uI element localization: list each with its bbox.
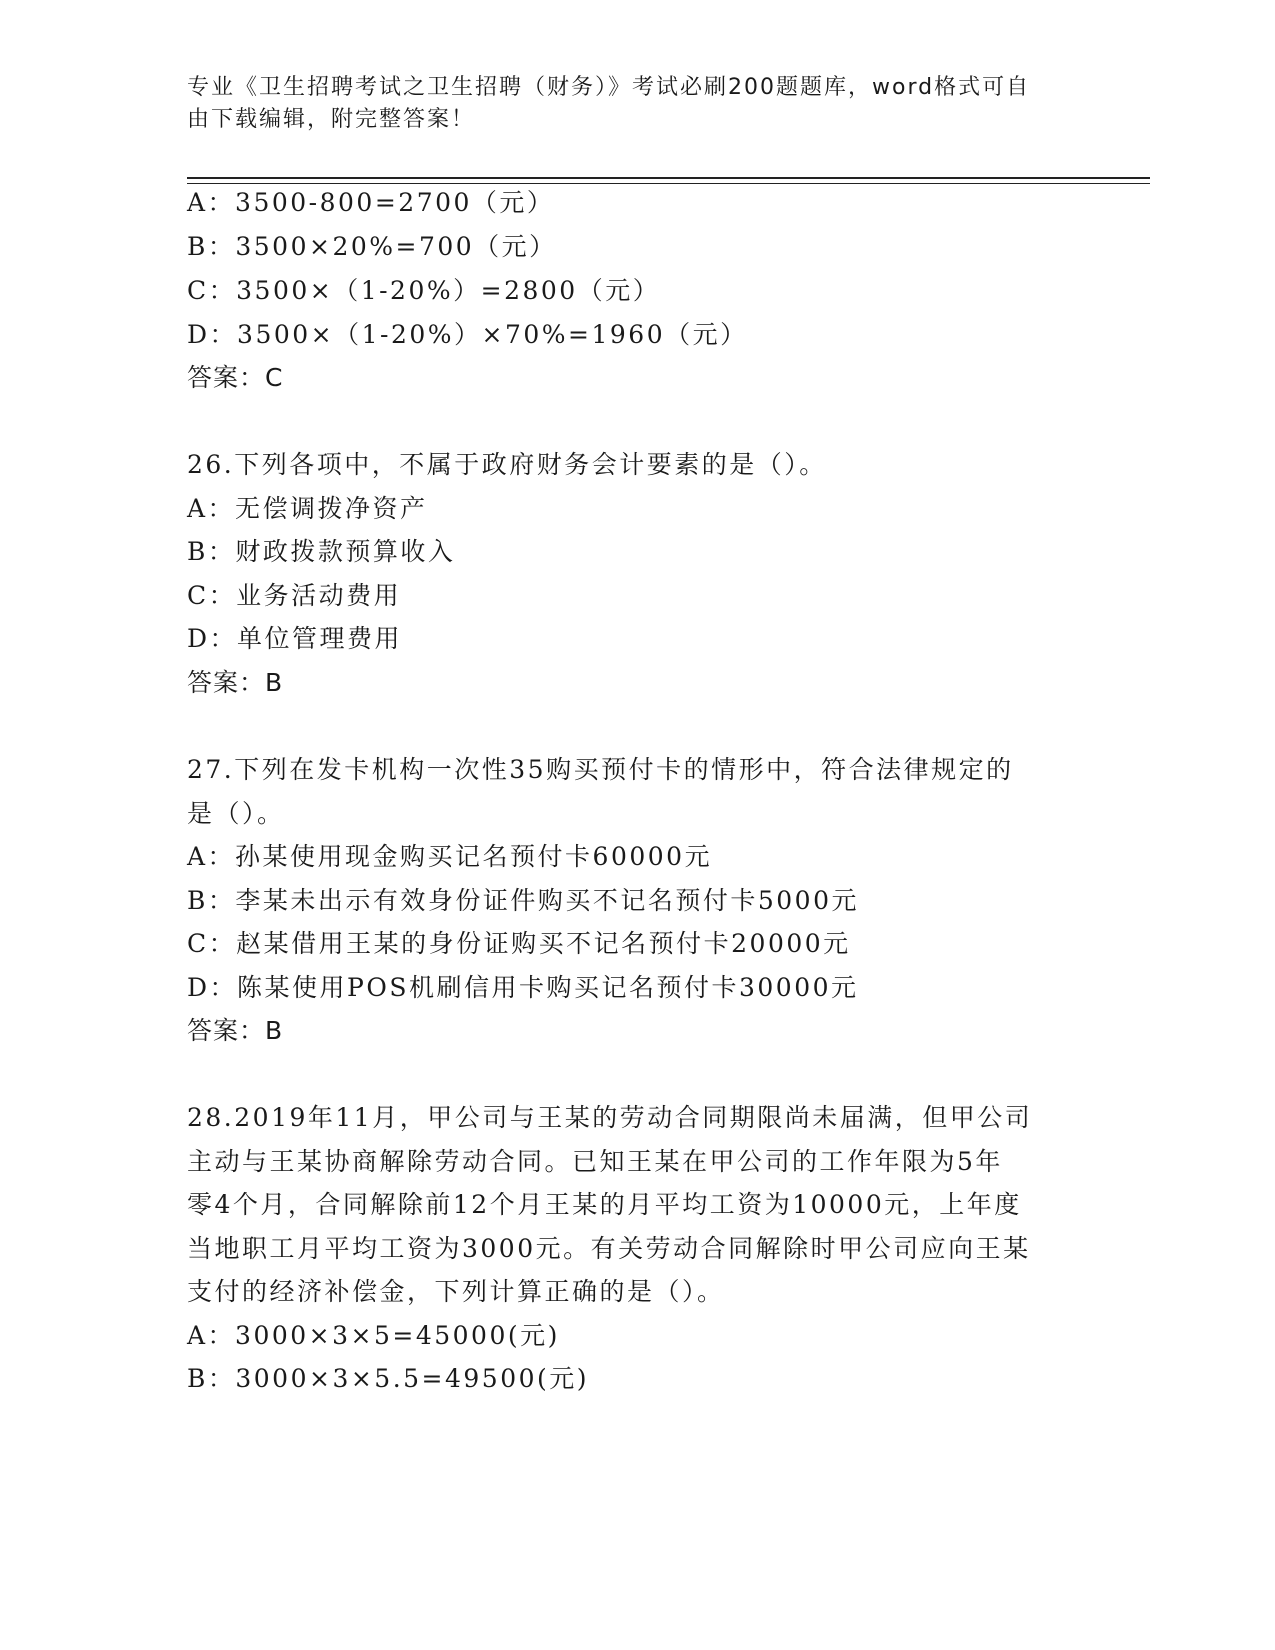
q28-stem-line-1: 28.2019年11月，甲公司与王某的劳动合同期限尚未届满，但甲公司	[187, 1103, 1033, 1132]
q27-option-a: A：孙某使用现金购买记名预付卡60000元	[187, 842, 713, 871]
q27-stem-line-2: 是（）。	[187, 799, 285, 828]
q26-answer: 答案：B	[187, 668, 284, 697]
header-divider-thick	[187, 177, 1150, 179]
q27-stem-line-1: 27.下列在发卡机构一次性35购买预付卡的情形中，符合法律规定的	[187, 755, 1014, 784]
q25-answer: 答案：C	[187, 363, 284, 392]
q28-stem-line-5: 支付的经济补偿金，下列计算正确的是（）。	[187, 1277, 725, 1306]
q27-answer: 答案：B	[187, 1016, 284, 1045]
q28-stem-line-2: 主动与王某协商解除劳动合同。已知王某在甲公司的工作年限为5年	[187, 1147, 1003, 1176]
q28-option-b: B：3000×3×5.5=49500(元)	[187, 1364, 590, 1393]
q27-option-d: D：陈某使用POS机刷信用卡购买记名预付卡30000元	[187, 973, 859, 1002]
q28-stem-line-4: 当地职工月平均工资为3000元。有关劳动合同解除时甲公司应向王某	[187, 1234, 1031, 1263]
header-line-1: 专业《卫生招聘考试之卫生招聘（财务）》考试必刷200题题库，word格式可自	[187, 75, 1031, 100]
q25-option-d: D：3500×（1-20%）×70%=1960（元）	[187, 320, 748, 349]
q28-stem-line-3: 零4个月，合同解除前12个月王某的月平均工资为10000元，上年度	[187, 1190, 1022, 1219]
q27-option-b: B：李某未出示有效身份证件购买不记名预付卡5000元	[187, 886, 859, 915]
header-line-2: 由下载编辑，附完整答案！	[187, 107, 476, 132]
document-header	[187, 72, 1067, 136]
q25-option-b: B：3500×20%=700（元）	[187, 232, 557, 261]
q26-option-a: A：无偿调拨净资产	[187, 494, 428, 523]
q28-option-a: A：3000×3×5=45000(元)	[187, 1321, 560, 1350]
header-divider-thin	[187, 183, 1150, 184]
q27-option-c: C：赵某借用王某的身份证购买不记名预付卡20000元	[187, 929, 851, 958]
q26-option-d: D：单位管理费用	[187, 624, 403, 653]
q25-option-a: A：3500-800=2700（元）	[187, 188, 555, 217]
q26-option-c: C：业务活动费用	[187, 581, 402, 610]
q25-option-c: C：3500×（1-20%）=2800（元）	[187, 276, 661, 305]
q26-stem: 26.下列各项中，不属于政府财务会计要素的是（）。	[187, 450, 827, 479]
q26-option-b: B：财政拨款预算收入	[187, 537, 456, 566]
